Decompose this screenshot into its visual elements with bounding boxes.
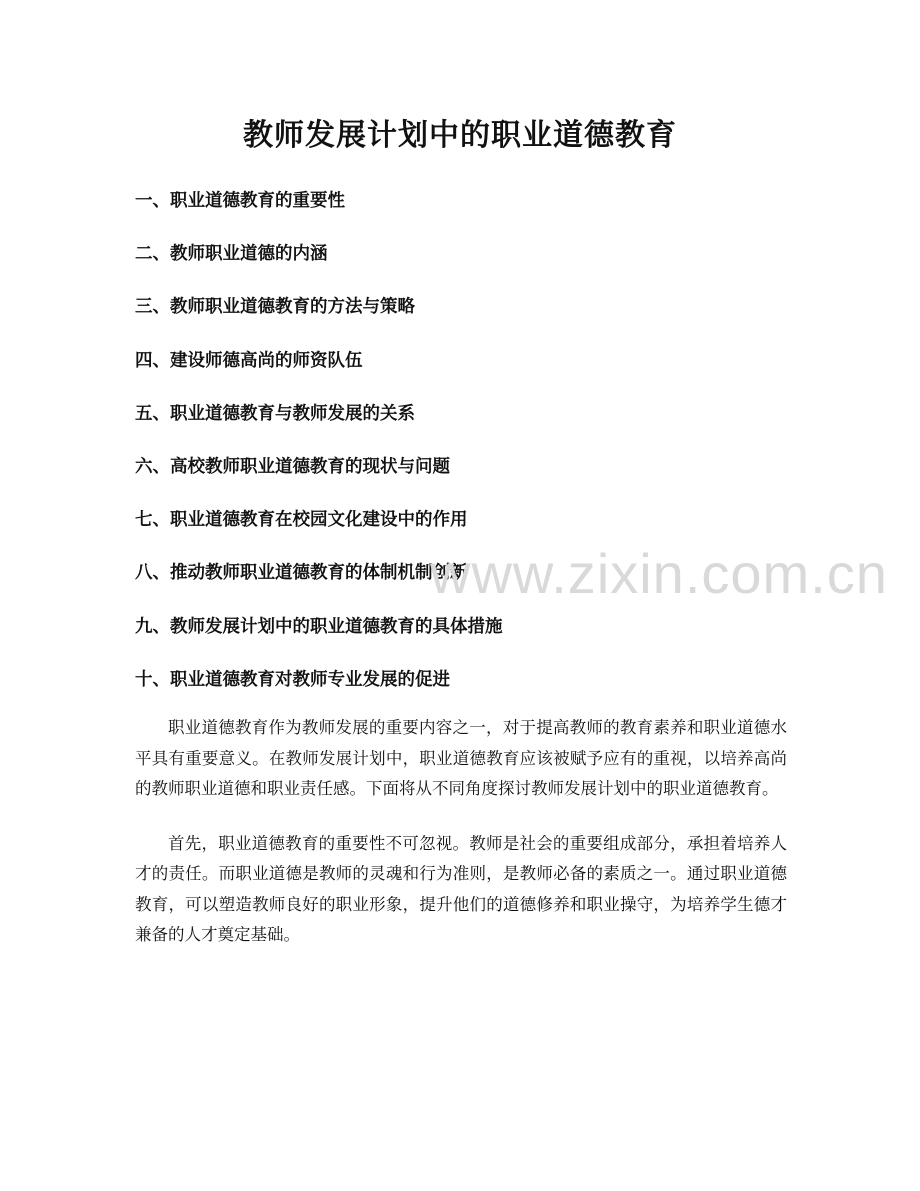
toc-item: 三、教师职业道德教育的方法与策略	[135, 297, 415, 318]
watermark: www.zixin.com.cn	[430, 542, 888, 605]
body-text	[135, 713, 787, 975]
toc-item: 九、教师发展计划中的职业道德教育的具体措施	[135, 616, 503, 637]
toc-item: 四、建设师德高尚的师资队伍	[135, 350, 363, 371]
toc-item: 一、职业道德教育的重要性	[135, 191, 345, 211]
toc-item: 二、教师职业道德的内涵	[135, 244, 328, 265]
body-paragraph: 职业道德教育作为教师发展的重要内容之一，对于提高教师的教育素养和职业道德水平具有重要意义。在教师发展计划中，职业道德教育应该被赋予应有的重视，以培养高尚的教师职业道德和职业责任感。下面将从不同角度探讨教师发展计划中的职业道德教育。	[135, 718, 787, 798]
toc-item: 八、推动教师职业道德教育的体制机制创新	[135, 563, 468, 584]
toc-item: 十、职业道德教育对教师专业发展的促进	[135, 669, 450, 690]
table-of-contents	[135, 189, 785, 721]
toc-item: 七、职业道德教育在校园文化建设中的作用	[135, 510, 468, 531]
toc-item: 六、高校教师职业道德教育的现状与问题	[135, 456, 450, 477]
body-paragraph: 首先，职业道德教育的重要性不可忽视。教师是社会的重要组成部分，承担着培养人才的责任。而职业道德是教师的灵魂和行为准则，是教师必备的素质之一。通过职业道德教育，可以塑造教师良好的职业形象，提升他们的道德修养和职业操守，为培养学生德才兼备的人才奠定基础。	[135, 833, 787, 944]
toc-item: 五、职业道德教育与教师发展的关系	[135, 403, 415, 424]
document-title: 教师发展计划中的职业道德教育	[243, 118, 677, 153]
